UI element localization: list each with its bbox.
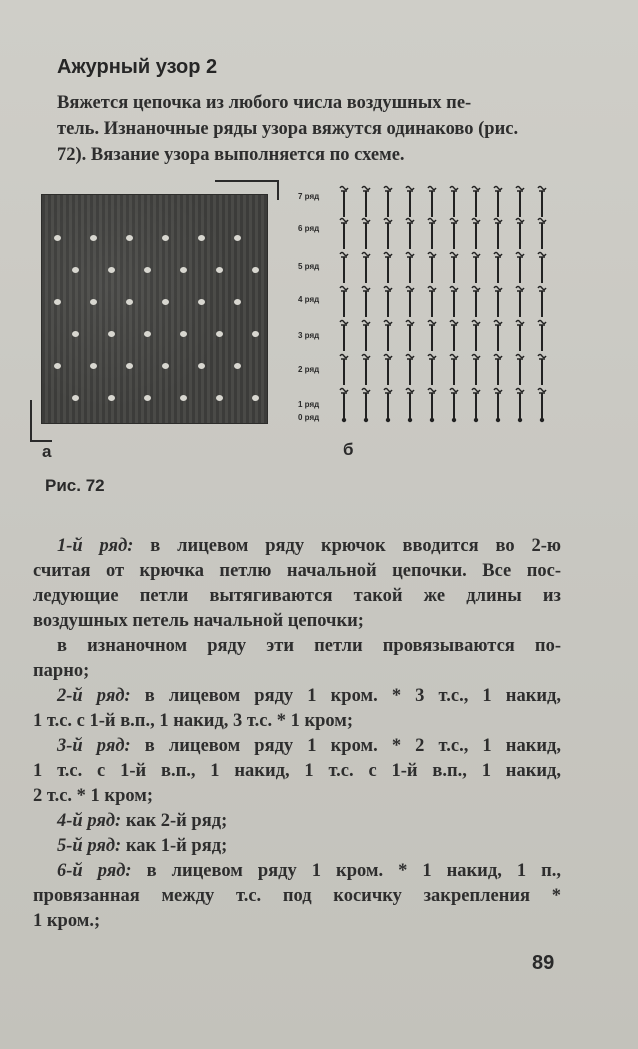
section-title: Ажурный узор 2 (57, 56, 218, 78)
lace-hole (54, 363, 61, 369)
tilde-symbol (406, 355, 414, 358)
instruction-line: считая от крючка петлю начальной цепочки. Все пос- (33, 561, 561, 581)
figure-label-a: а (42, 442, 52, 461)
tilde-symbol (450, 219, 458, 222)
tilde-symbol (538, 355, 546, 358)
page-number: 89 (532, 952, 555, 974)
tilde-symbol (472, 219, 480, 222)
tilde-symbol (538, 219, 546, 222)
instruction-line: в изнаночном ряду эти петли провязываются по- (57, 636, 561, 656)
tilde-symbol (494, 253, 502, 256)
lace-hole (72, 267, 79, 273)
tilde-symbol (538, 321, 546, 324)
intro-line: тель. Изнаночные ряды узора вяжутся одинаково (рис. (57, 119, 519, 139)
tilde-symbol (494, 287, 502, 290)
lace-hole (90, 299, 97, 305)
instruction-line: 2 т.с. * 1 кром; (33, 786, 154, 806)
lace-hole (162, 363, 169, 369)
tilde-symbol (340, 321, 348, 324)
lace-hole (126, 363, 133, 369)
figure-label-b: б (343, 440, 354, 459)
tilde-symbol (494, 321, 502, 324)
tilde-symbol (538, 187, 546, 190)
row-label: 7 ряд (298, 192, 320, 201)
instruction-text: в лицевом ряду 1 кром. * 3 т.с., 1 накид, (130, 686, 562, 706)
instruction-line: 1 т.с. с 1-й в.п., 1 накид, 3 т.с. * 1 кром; (33, 711, 354, 731)
tilde-symbol (428, 355, 436, 358)
instruction-line: ледующие петли вытягиваются такой же длины из (33, 586, 561, 606)
lace-hole (126, 235, 133, 241)
tilde-symbol (516, 219, 524, 222)
tilde-symbol (516, 389, 524, 392)
pattern-instructions (33, 534, 561, 934)
lace-hole (198, 235, 205, 241)
row-label: 0 ряд (298, 413, 320, 422)
tilde-symbol (362, 389, 370, 392)
tilde-symbol (428, 219, 436, 222)
lace-hole (108, 395, 115, 401)
intro-line: Вяжется цепочка из любого числа воздушных пе- (57, 93, 472, 113)
instruction-line: парно; (33, 661, 90, 681)
tilde-symbol (406, 287, 414, 290)
tilde-symbol (362, 253, 370, 256)
instruction-line: воздушных петель начальной цепочки; (33, 611, 364, 631)
instruction-line (33, 534, 561, 559)
intro-line: 72). Вязание узора выполняется по схеме. (57, 145, 405, 165)
instruction-text: в лицевом ряду крючок вводится во 2-ю (133, 536, 561, 556)
lace-hole (144, 395, 151, 401)
lace-hole (180, 395, 187, 401)
lace-hole (252, 267, 259, 273)
lace-hole (216, 267, 223, 273)
row-label: 6 ряд (298, 224, 320, 233)
lace-hole (90, 235, 97, 241)
tilde-symbol (428, 187, 436, 190)
tilde-symbol (406, 187, 414, 190)
row-label: 4 ряд (298, 295, 320, 304)
tilde-symbol (384, 287, 392, 290)
row-label: 1 ряд (298, 400, 320, 409)
tilde-symbol (494, 355, 502, 358)
tilde-symbol (494, 219, 502, 222)
tilde-symbol (450, 389, 458, 392)
instruction-line (33, 684, 561, 709)
tilde-symbol (472, 253, 480, 256)
lace-hole (144, 267, 151, 273)
crochet-scheme (298, 178, 568, 428)
lace-hole (198, 299, 205, 305)
tilde-symbol (362, 219, 370, 222)
tilde-symbol (472, 389, 480, 392)
tilde-symbol (428, 253, 436, 256)
tilde-symbol (494, 187, 502, 190)
tilde-symbol (340, 355, 348, 358)
tilde-symbol (516, 187, 524, 190)
row-name: 4-й ряд: (57, 811, 122, 831)
tilde-symbol (384, 187, 392, 190)
row-name: 3-й ряд: (57, 736, 131, 756)
tilde-symbol (406, 219, 414, 222)
tilde-symbol (472, 287, 480, 290)
tilde-symbol (384, 219, 392, 222)
tilde-symbol (362, 187, 370, 190)
instruction-line (33, 734, 561, 759)
scheme-symbols (298, 178, 568, 428)
tilde-symbol (428, 287, 436, 290)
tilde-symbol (516, 355, 524, 358)
intro-paragraph (57, 90, 557, 168)
lace-hole (162, 299, 169, 305)
lace-hole (180, 331, 187, 337)
lace-hole (216, 331, 223, 337)
tilde-symbol (384, 253, 392, 256)
tilde-symbol (340, 253, 348, 256)
tilde-symbol (406, 321, 414, 324)
row-name: 5-й ряд: (57, 836, 122, 856)
row-name: 2-й ряд: (57, 686, 131, 706)
tilde-symbol (384, 389, 392, 392)
tilde-symbol (406, 253, 414, 256)
instruction-text: как 1-й ряд; (121, 836, 228, 856)
tilde-symbol (516, 253, 524, 256)
row-label: 5 ряд (298, 262, 320, 271)
tilde-symbol (340, 219, 348, 222)
instruction-line: провязанная между т.с. под косичку закрепления * (33, 886, 561, 906)
tilde-symbol (516, 321, 524, 324)
tilde-symbol (472, 355, 480, 358)
instruction-text: как 2-й ряд; (121, 811, 228, 831)
tilde-symbol (362, 287, 370, 290)
lace-hole (72, 331, 79, 337)
lace-hole (216, 395, 223, 401)
figure-caption: Рис. 72 (45, 476, 105, 495)
row-label: 3 ряд (298, 331, 320, 340)
tilde-symbol (428, 389, 436, 392)
row-name: 1-й ряд: (57, 536, 134, 556)
tilde-symbol (450, 321, 458, 324)
tilde-symbol (362, 355, 370, 358)
tilde-symbol (384, 321, 392, 324)
lace-hole (234, 299, 241, 305)
tilde-symbol (538, 389, 546, 392)
tilde-symbol (516, 287, 524, 290)
row-label: 2 ряд (298, 365, 320, 374)
instruction-text: в лицевом ряду 1 кром. * 2 т.с., 1 накид, (130, 736, 562, 756)
lace-hole (72, 395, 79, 401)
tilde-symbol (340, 287, 348, 290)
lace-hole (144, 331, 151, 337)
knit-sample-photo (42, 195, 267, 423)
lace-hole (234, 235, 241, 241)
lace-hole (54, 235, 61, 241)
tilde-symbol (406, 389, 414, 392)
lace-hole (234, 363, 241, 369)
tilde-symbol (450, 355, 458, 358)
tilde-symbol (472, 187, 480, 190)
lace-hole (108, 267, 115, 273)
tilde-symbol (450, 187, 458, 190)
lace-hole (180, 267, 187, 273)
lace-hole (162, 235, 169, 241)
instruction-line (33, 834, 561, 859)
tilde-symbol (340, 187, 348, 190)
tilde-symbol (450, 287, 458, 290)
lace-hole (252, 395, 259, 401)
tilde-symbol (538, 287, 546, 290)
tilde-symbol (450, 253, 458, 256)
lace-hole (198, 363, 205, 369)
lace-hole (126, 299, 133, 305)
tilde-symbol (472, 321, 480, 324)
tilde-symbol (340, 389, 348, 392)
instruction-line (33, 809, 561, 834)
tilde-symbol (384, 355, 392, 358)
row-name: 6-й ряд: (57, 861, 132, 881)
lace-hole (90, 363, 97, 369)
lace-hole (54, 299, 61, 305)
tilde-symbol (428, 321, 436, 324)
tilde-symbol (538, 253, 546, 256)
lace-hole (252, 331, 259, 337)
instruction-line: 1 кром.; (33, 911, 101, 931)
lace-hole (108, 331, 115, 337)
instruction-line: 1 т.с. с 1-й в.п., 1 накид, 1 т.с. с 1-й в.п., 1 накид, (33, 761, 561, 781)
tilde-symbol (494, 389, 502, 392)
instruction-text: в лицевом ряду 1 кром. * 1 накид, 1 п., (131, 861, 561, 881)
tilde-symbol (362, 321, 370, 324)
instruction-line (33, 859, 561, 884)
